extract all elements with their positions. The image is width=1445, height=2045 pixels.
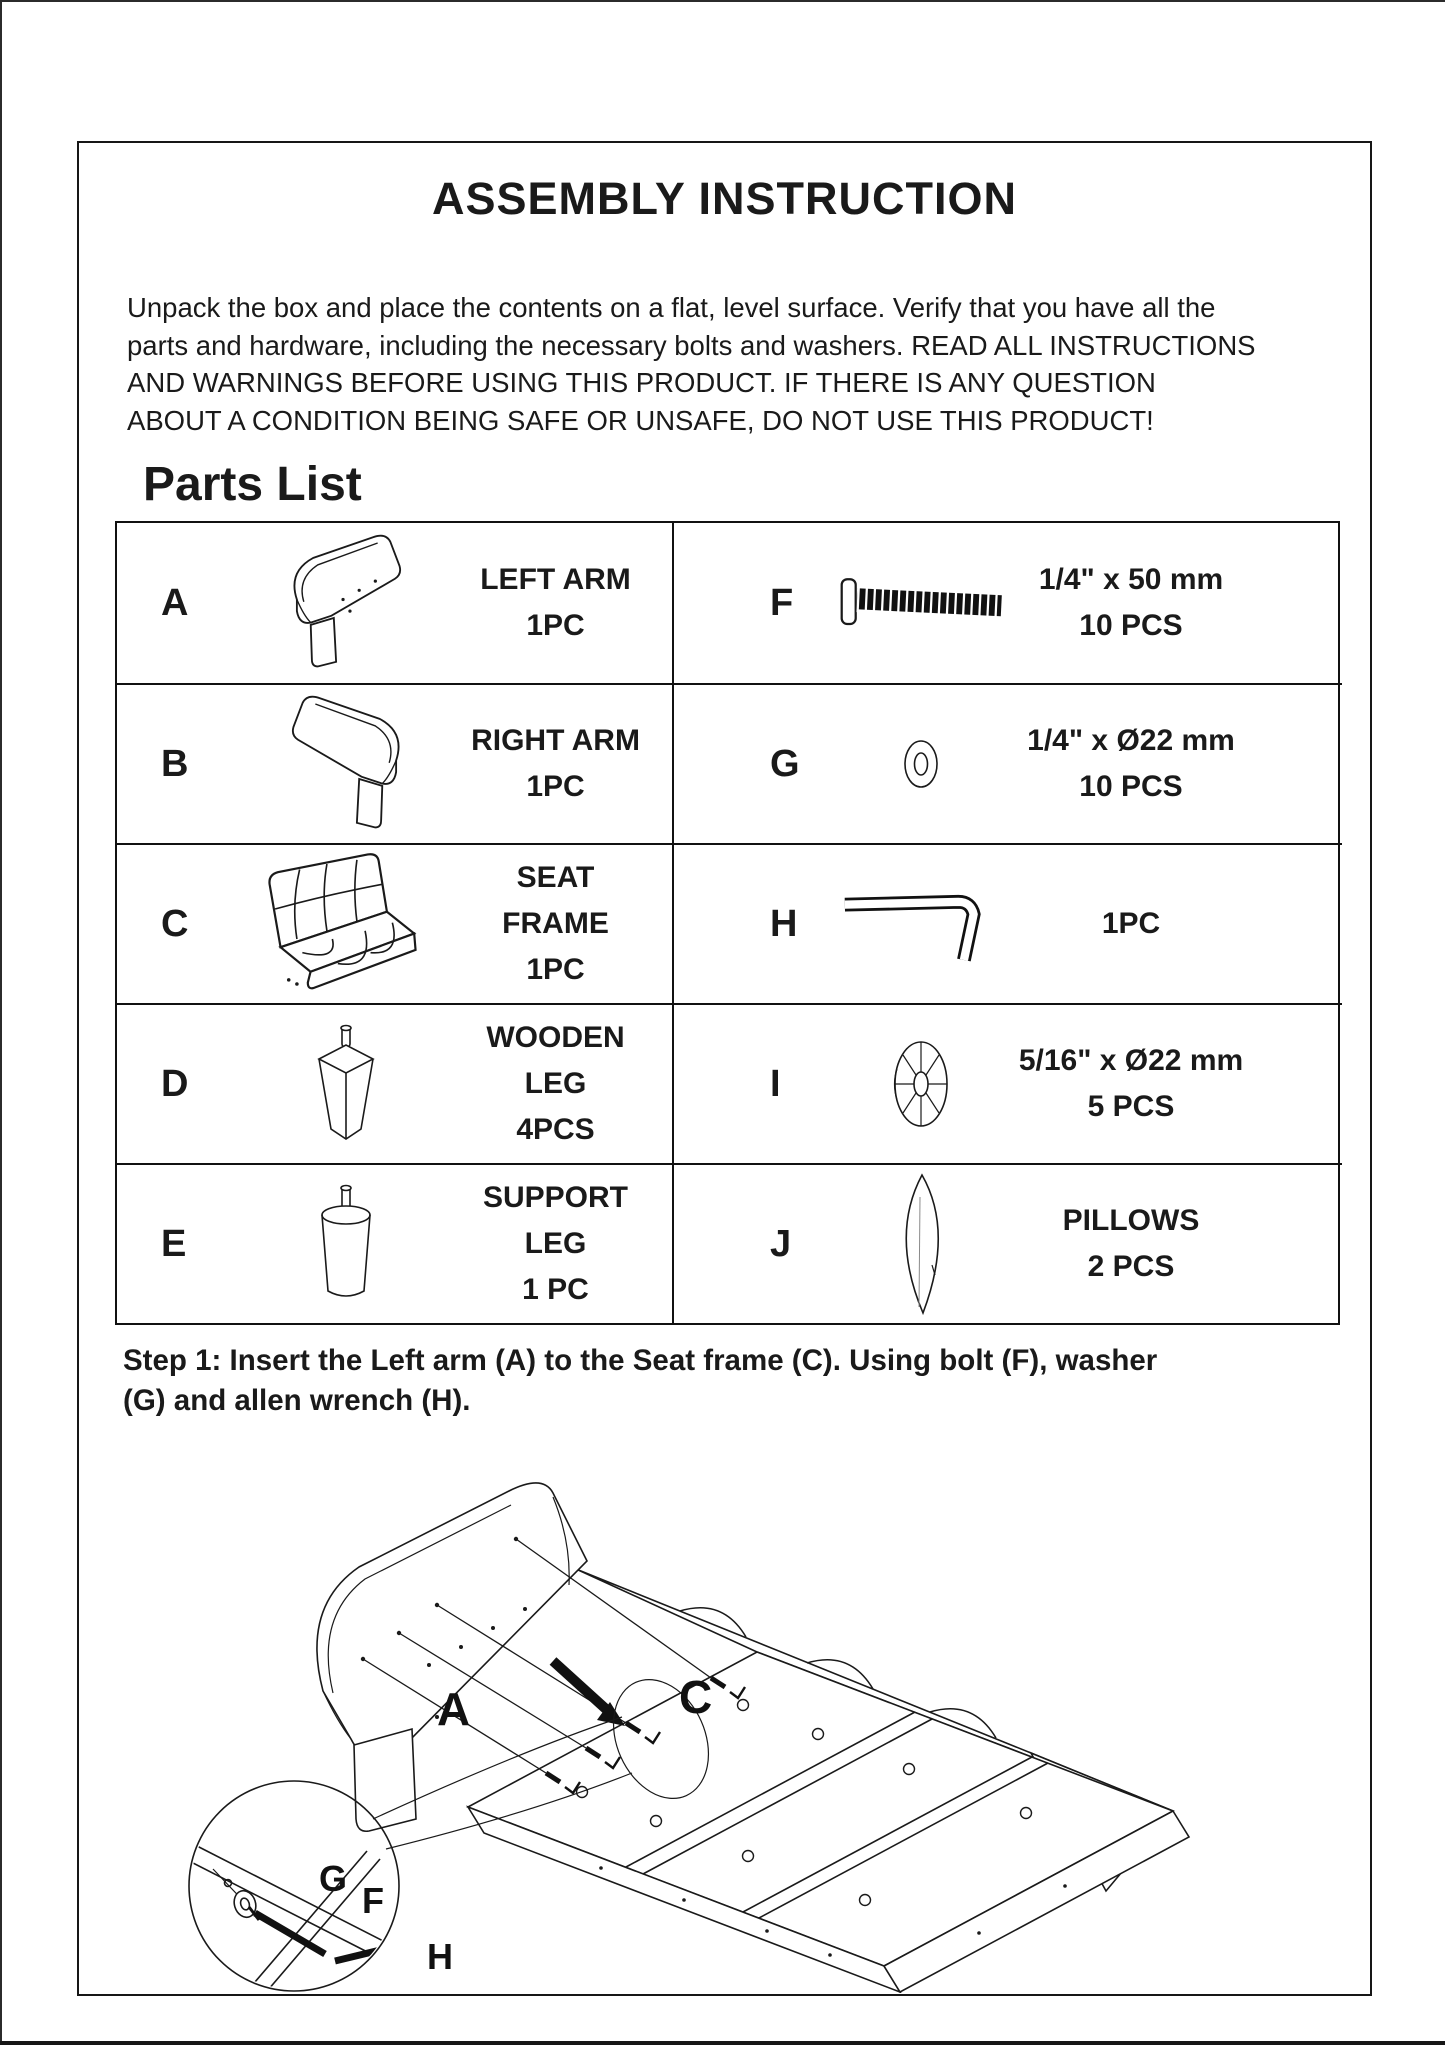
part-description <box>465 1175 672 1313</box>
wooden-leg-icon <box>227 1005 465 1163</box>
intro-paragraph <box>127 289 1357 439</box>
left-arm-icon <box>227 524 465 682</box>
part-name: PILLOWS <box>1062 1204 1200 1237</box>
parts-list-heading: Parts List <box>143 458 362 511</box>
support-leg-icon <box>227 1165 465 1323</box>
part-description <box>465 557 672 649</box>
table-row-part-f <box>674 523 1342 683</box>
part-qty: 1PC <box>526 609 585 642</box>
pillow-icon <box>826 1165 1016 1323</box>
table-row-part-e <box>117 1163 674 1323</box>
step-1-instruction <box>123 1341 1313 1421</box>
table-row-part-b <box>117 683 674 843</box>
part-name: 1/4" x 50 mm <box>1038 563 1224 596</box>
part-description <box>1016 1038 1342 1130</box>
intro-line: parts and hardware, including the necessary bolts and washers. READ ALL INSTRUCTIONS <box>127 329 1256 361</box>
step-line: Step 1: Insert the Left arm (A) to the Seat frame (C). Using bolt (F), washer <box>123 1344 1158 1377</box>
part-name: SUPPORT LEG <box>482 1181 629 1260</box>
part-key-label: D <box>161 1062 189 1105</box>
part-name: RIGHT ARM <box>471 724 640 757</box>
part-name: 1/4" x Ø22 mm <box>1027 724 1235 757</box>
part-name: SEAT FRAME <box>502 861 609 940</box>
diagram-label-frame: C <box>679 1671 713 1723</box>
part-name: 5/16" x Ø22 mm <box>1018 1044 1244 1077</box>
table-row-part-i <box>674 1003 1342 1163</box>
diagram-label-wrench: H <box>427 1936 453 1977</box>
part-key-label: A <box>161 581 189 624</box>
part-key-label: E <box>161 1222 187 1265</box>
part-qty: 1 PC <box>522 1273 589 1306</box>
part-key-label: G <box>770 742 800 785</box>
part-key-label: F <box>770 581 794 624</box>
page-edge-bottom <box>0 2041 1445 2045</box>
washer-icon <box>826 685 1016 843</box>
part-qty: 4PCS <box>516 1113 595 1146</box>
step-line: (G) and allen wrench (H). <box>123 1384 471 1417</box>
part-description <box>465 718 672 810</box>
part-key-label: I <box>770 1062 781 1105</box>
diagram-label-arm: A <box>437 1683 471 1735</box>
part-key-label: J <box>770 1222 792 1265</box>
assembly-diagram <box>101 1421 1231 1998</box>
part-name: WOODEN LEG <box>486 1021 625 1100</box>
right-arm-icon <box>227 685 465 843</box>
diagram-label-bolt: F <box>362 1880 384 1921</box>
intro-line: ABOUT A CONDITION BEING SAFE OR UNSAFE, DO NOT USE THIS PRODUCT! <box>127 404 1154 436</box>
table-row-part-d <box>117 1003 674 1163</box>
part-qty: 1PC <box>1101 907 1161 940</box>
part-qty: 2 PCS <box>1087 1250 1175 1283</box>
part-name: LEFT ARM <box>480 563 631 596</box>
part-description <box>1016 901 1342 947</box>
table-row-part-j <box>674 1163 1342 1323</box>
document-frame <box>77 141 1372 1996</box>
part-qty: 10 PCS <box>1079 770 1183 803</box>
seat-frame-drawing <box>468 1569 1189 1992</box>
part-qty: 10 PCS <box>1079 609 1183 642</box>
page-edge-left <box>0 0 2 2045</box>
wrench-detail <box>335 1947 404 1980</box>
part-description <box>465 1015 672 1153</box>
part-description <box>1016 557 1342 649</box>
part-key-label: C <box>161 902 189 945</box>
part-qty: 1PC <box>526 953 585 986</box>
part-qty: 5 PCS <box>1087 1090 1175 1123</box>
part-description <box>1016 1198 1342 1290</box>
part-description <box>1016 718 1342 810</box>
part-key-label: B <box>161 742 189 785</box>
part-key-label: H <box>770 902 798 945</box>
intro-line: AND WARNINGS BEFORE USING THIS PRODUCT. IF THERE IS ANY QUESTION <box>127 367 1156 398</box>
bolt-icon <box>826 524 1016 682</box>
parts-table <box>115 521 1340 1325</box>
allen-wrench-icon <box>826 845 1016 1003</box>
page-title: ASSEMBLY INSTRUCTION <box>431 173 1018 224</box>
part-description <box>465 855 672 993</box>
seat-frame-icon <box>227 845 465 1003</box>
spoke-washer-icon <box>826 1005 1016 1163</box>
table-row-part-c <box>117 843 674 1003</box>
part-qty: 1PC <box>526 770 585 803</box>
diagram-label-washer: G <box>319 1858 348 1899</box>
intro-line: Unpack the box and place the contents on a flat, level surface. Verify that you have all the <box>127 292 1216 323</box>
table-row-part-h <box>674 843 1342 1003</box>
page-edge-top <box>0 0 1445 2</box>
table-row-part-a <box>117 523 674 683</box>
table-row-part-g <box>674 683 1342 843</box>
